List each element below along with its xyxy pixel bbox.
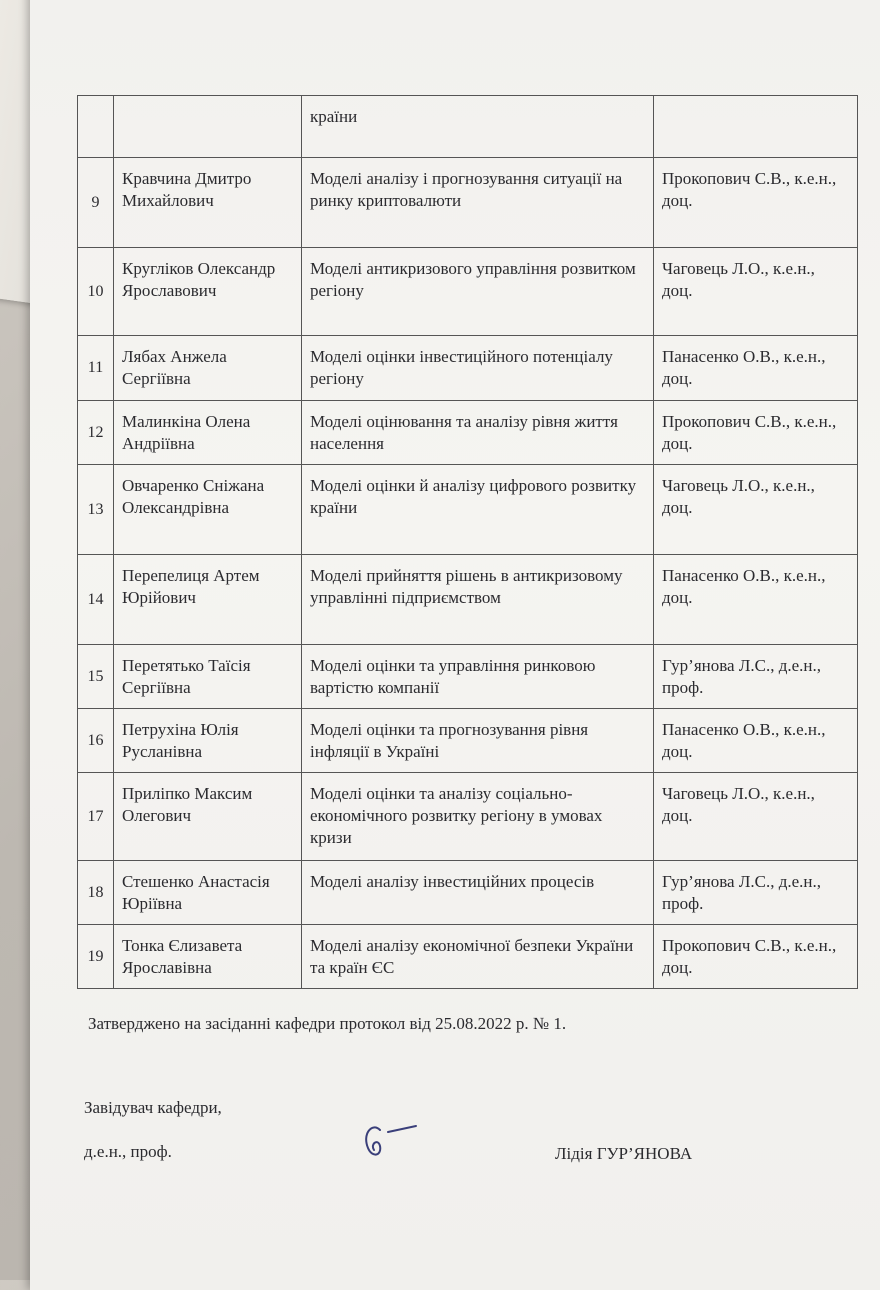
thesis-topic: Моделі антикризового управління розвитком регіону (302, 248, 654, 336)
table-row (78, 401, 858, 465)
table-row (78, 925, 858, 989)
student-name (114, 96, 302, 158)
student-name: Стешенко Анастасія Юріївна (114, 861, 302, 925)
table-row (78, 465, 858, 555)
thesis-topic: Моделі оцінки й аналізу цифрового розвитку країни (302, 465, 654, 555)
supervisor (654, 96, 858, 158)
head-title: Завідувач кафедри, (84, 1098, 222, 1117)
table-row (78, 336, 858, 401)
student-name: Петрухіна Юлія Русланівна (114, 709, 302, 773)
thesis-topic: Моделі прийняття рішень в антикризовому управлінні підприємством (302, 555, 654, 645)
table-row (78, 555, 858, 645)
student-name: Тонка Єлизавета Ярославівна (114, 925, 302, 989)
thesis-topic: Моделі оцінки та прогнозування рівня інфляції в Україні (302, 709, 654, 773)
supervisor: Чаговець Л.О., к.е.н., доц. (654, 465, 858, 555)
head-name: Лідія ГУР’ЯНОВА (555, 1144, 693, 1163)
row-number: 19 (78, 925, 114, 989)
table-row (78, 248, 858, 336)
thesis-topic: Моделі оцінки та управління ринковою вартістю компанії (302, 645, 654, 709)
supervisor: Панасенко О.В., к.е.н., доц. (654, 336, 858, 401)
table-row (78, 861, 858, 925)
supervisor: Чаговець Л.О., к.е.н., доц. (654, 248, 858, 336)
student-name: Лябах Анжела Сергіївна (114, 336, 302, 401)
supervisor: Панасенко О.В., к.е.н., доц. (654, 709, 858, 773)
students-table (77, 95, 858, 989)
thesis-topic: Моделі оцінки та аналізу соціально-економічного розвитку регіону в умовах кризи (302, 773, 654, 861)
row-number: 13 (78, 465, 114, 555)
table-row (78, 645, 858, 709)
thesis-topic: Моделі аналізу економічної безпеки України та країн ЄС (302, 925, 654, 989)
thesis-topic: Моделі аналізу інвестиційних процесів (302, 861, 654, 925)
table-row (78, 773, 858, 861)
table-row (78, 709, 858, 773)
table-row (78, 158, 858, 248)
row-number: 16 (78, 709, 114, 773)
student-name: Приліпко Максим Олегович (114, 773, 302, 861)
supervisor: Прокопович С.В., к.е.н., доц. (654, 925, 858, 989)
row-number: 11 (78, 336, 114, 401)
signature (360, 1110, 430, 1165)
student-name: Малинкіна Олена Андріївна (114, 401, 302, 465)
row-number: 10 (78, 248, 114, 336)
supervisor: Прокопович С.В., к.е.н., доц. (654, 401, 858, 465)
row-number: 14 (78, 555, 114, 645)
thesis-topic: Моделі оцінки інвестиційного потенціалу регіону (302, 336, 654, 401)
row-number (78, 96, 114, 158)
supervisor: Гур’янова Л.С., д.е.н., проф. (654, 645, 858, 709)
supervisor: Гур’янова Л.С., д.е.н., проф. (654, 861, 858, 925)
thesis-topic: Моделі аналізу і прогнозування ситуації на ринку криптовалюти (302, 158, 654, 248)
supervisor: Чаговець Л.О., к.е.н., доц. (654, 773, 858, 861)
row-number: 17 (78, 773, 114, 861)
student-name: Перепелиця Артем Юрійович (114, 555, 302, 645)
supervisor: Панасенко О.В., к.е.н., доц. (654, 555, 858, 645)
row-number: 15 (78, 645, 114, 709)
thesis-topic: Моделі оцінювання та аналізу рівня життя населення (302, 401, 654, 465)
supervisor: Прокопович С.В., к.е.н., доц. (654, 158, 858, 248)
student-name: Перетятько Таїсія Сергіївна (114, 645, 302, 709)
approval-note: Затверджено на засіданні кафедри протокол від 25.08.2022 р. № 1. (88, 1014, 567, 1033)
row-number: 9 (78, 158, 114, 248)
table-row-continuation (78, 96, 858, 158)
head-degree: д.е.н., проф. (84, 1142, 172, 1161)
student-name: Овчаренко Сніжана Олександрівна (114, 465, 302, 555)
thesis-topic: країни (302, 96, 654, 158)
student-name: Кругліков Олександр Ярославович (114, 248, 302, 336)
row-number: 18 (78, 861, 114, 925)
row-number: 12 (78, 401, 114, 465)
student-name: Кравчина Дмитро Михайлович (114, 158, 302, 248)
